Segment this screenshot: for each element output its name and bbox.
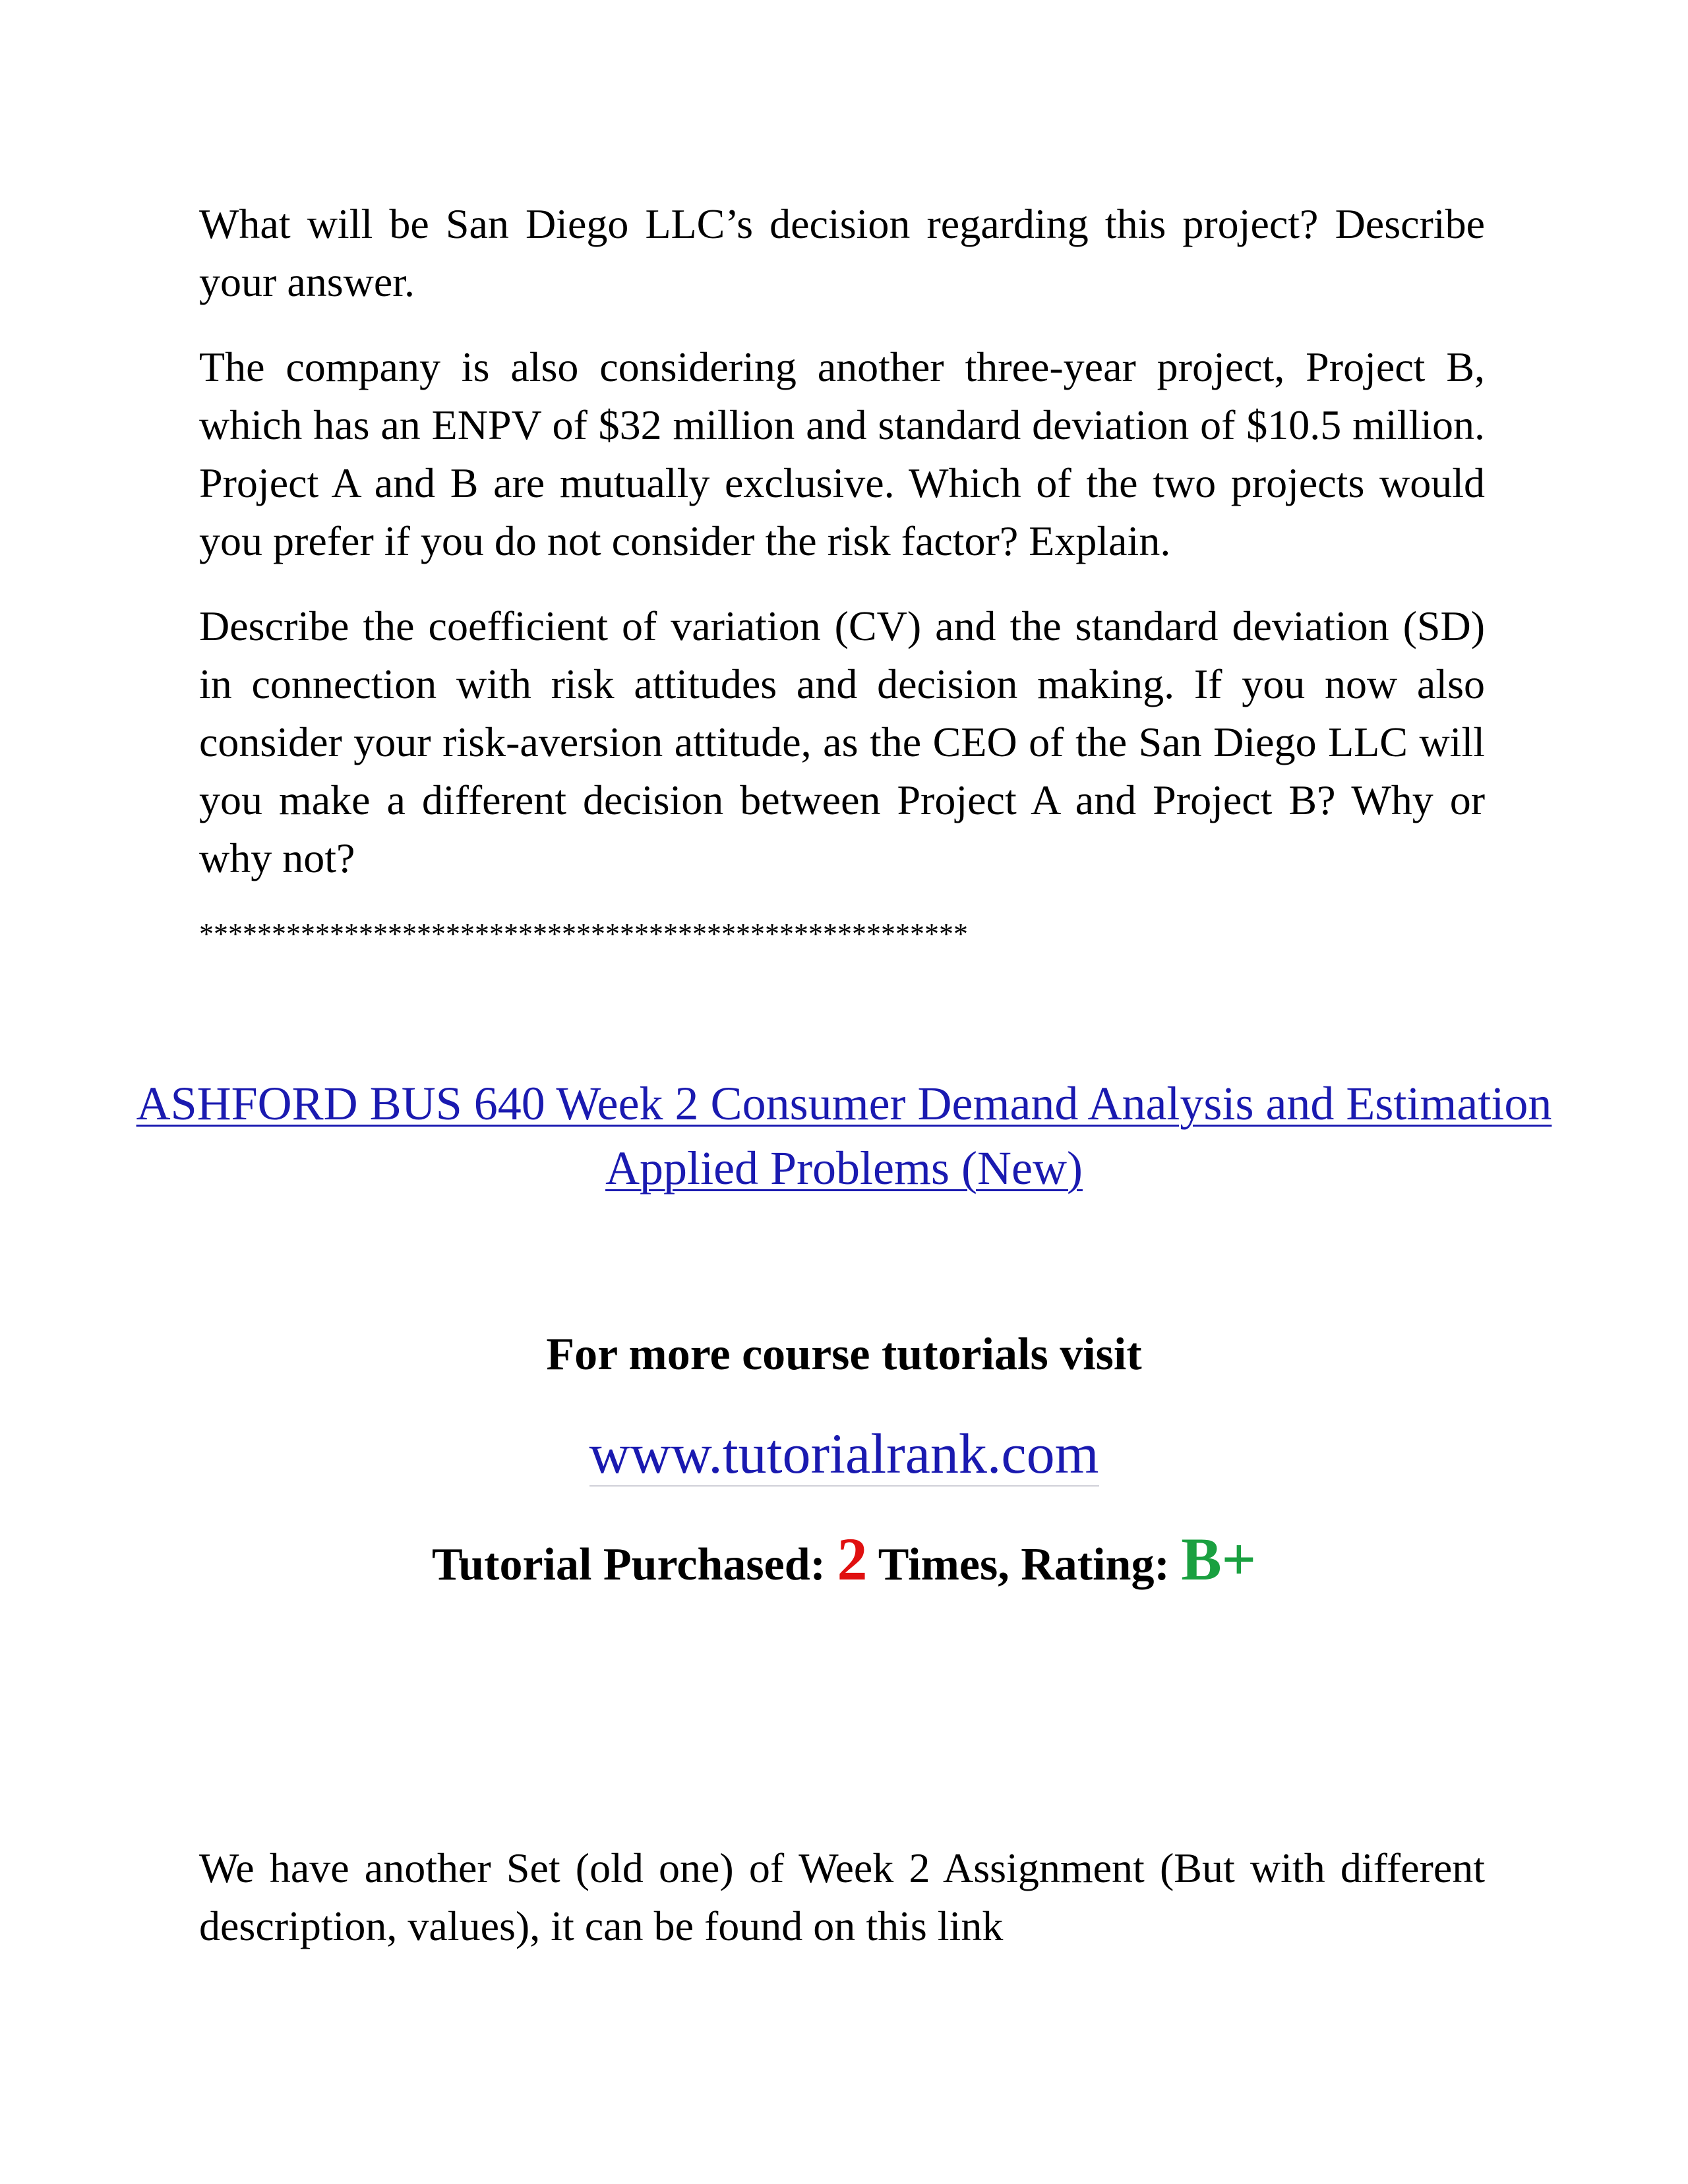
site-line bbox=[0, 1417, 1688, 1490]
paragraph-decision-question: What will be San Diego LLC’s decision regarding this project? Describe your answer. bbox=[199, 200, 1485, 305]
tutorial-title-link[interactable]: ASHFORD BUS 640 Week 2 Consumer Demand Analysis and Estimation Applied Problems (New) bbox=[136, 1077, 1552, 1195]
paragraph-old-set: We have another Set (old one) of Week 2 Assignment (But with different description, values), it can be found on this link bbox=[199, 1845, 1485, 1949]
paragraph-cv-sd: Describe the coefficient of variation (CV) and the standard deviation (SD) in connection with risk attitudes and decision making. If you now also consider your risk-aversion attitude, as the CEO of the San Diego LLC will you make a different decision between Project A and Project B? Why or why not? bbox=[199, 603, 1485, 881]
purchase-count: 2 bbox=[837, 1525, 868, 1593]
site-url-link[interactable]: www.tutorialrank.com bbox=[589, 1422, 1099, 1485]
rating-grade: B+ bbox=[1181, 1525, 1257, 1593]
times-rating-label: Times, Rating: bbox=[878, 1539, 1170, 1590]
asterisk-separator: ***************************************************** bbox=[199, 918, 968, 950]
promo-heading: For more course tutorials visit bbox=[546, 1329, 1142, 1380]
tutorial-stats bbox=[0, 1523, 1688, 1601]
purchased-label: Tutorial Purchased: bbox=[431, 1539, 826, 1590]
paragraph-project-b: The company is also considering another three-year project, Project B, which has an ENPV of $32 million and standard deviation of $10.5 million. Project A and B are mutually exclusive. Which of the two projects would you prefer if you do not consider the risk factor? Explain. bbox=[199, 343, 1485, 564]
